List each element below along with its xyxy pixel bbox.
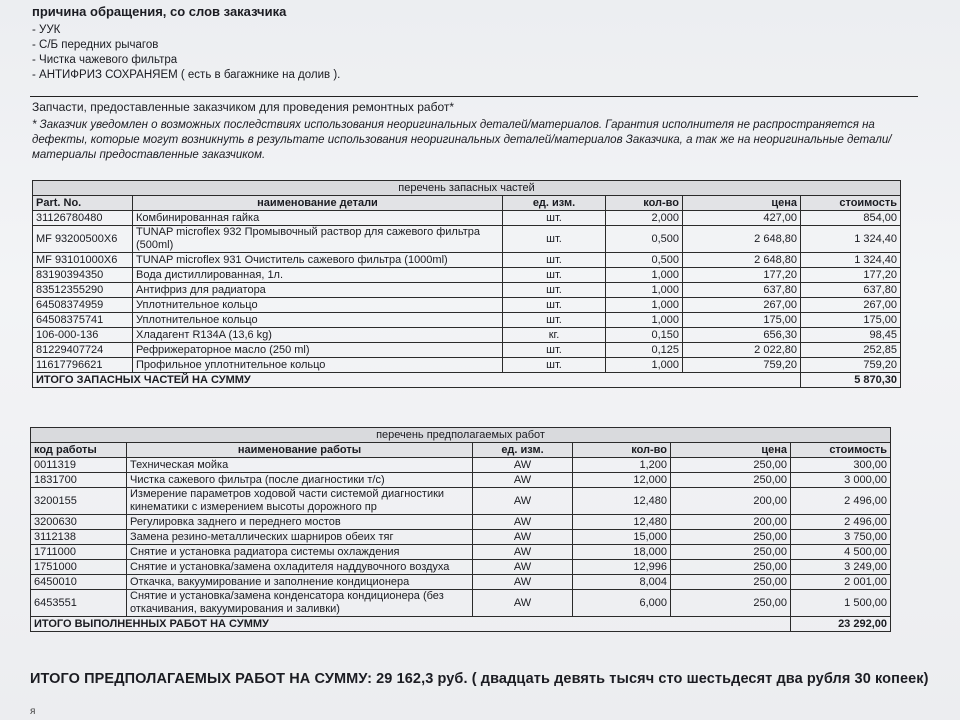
reason-line: - УУК (32, 24, 61, 36)
table-row (31, 488, 891, 515)
table-cell: 177,20 (801, 268, 901, 283)
table-cell: 427,00 (683, 211, 801, 226)
table-cell: AW (473, 575, 573, 590)
table-cell: Снятие и установка радиатора системы охлаждения (127, 545, 473, 560)
customer-parts-heading: Запчасти, предоставленные заказчиком для проведения ремонтных работ* (32, 100, 455, 114)
table-cell: Профильное уплотнительное кольцо (133, 358, 503, 373)
table-cell: 300,00 (791, 458, 891, 473)
table-cell: 250,00 (671, 545, 791, 560)
table-cell: 1751000 (31, 560, 127, 575)
table-cell: 18,000 (573, 545, 671, 560)
table-cell: AW (473, 458, 573, 473)
header-cell: наименование работы (127, 443, 473, 458)
table-cell: 2 648,80 (683, 253, 801, 268)
table-cell: 12,480 (573, 515, 671, 530)
reason-line: - Чистка чажевого фильтра (32, 54, 178, 66)
table-cell: 1831700 (31, 473, 127, 488)
table-cell: Чистка сажевого фильтра (после диагностики т/с) (127, 473, 473, 488)
table-cell: 106-000-136 (33, 328, 133, 343)
table-cell: шт. (503, 298, 606, 313)
table-cell: 250,00 (671, 575, 791, 590)
table-cell: 6,000 (573, 590, 671, 617)
table-cell: Хладагент R134A (13,6 kg) (133, 328, 503, 343)
header-cell: ед. изм. (473, 443, 573, 458)
table-cell: 2 001,00 (791, 575, 891, 590)
header-cell: стоимость (791, 443, 891, 458)
table-cell: 83512355290 (33, 283, 133, 298)
table-row (33, 268, 901, 283)
table-cell: Уплотнительное кольцо (133, 313, 503, 328)
table-cell: 175,00 (801, 313, 901, 328)
table-cell: 1,000 (606, 358, 683, 373)
table-cell: 175,00 (683, 313, 801, 328)
table-cell: Вода дистиллированная, 1л. (133, 268, 503, 283)
table-row (33, 253, 901, 268)
table-cell: Откачка, вакуумирование и заполнение кондиционера (127, 575, 473, 590)
table-cell: 1,000 (606, 283, 683, 298)
table-cell: 2 496,00 (791, 515, 891, 530)
table-row (33, 313, 901, 328)
table-row (33, 211, 901, 226)
table-row (31, 473, 891, 488)
table-cell: 1711000 (31, 545, 127, 560)
header-cell: кол-во (573, 443, 671, 458)
parts-table-caption: перечень запасных частей (33, 181, 901, 196)
header-cell: цена (683, 196, 801, 211)
table-row (33, 328, 901, 343)
parts-total-row (33, 373, 901, 388)
table-cell: MF 93101000X6 (33, 253, 133, 268)
header-cell: наименование детали (133, 196, 503, 211)
table-cell: AW (473, 590, 573, 617)
table-cell: Рефрижераторное масло (250 ml) (133, 343, 503, 358)
table-row (33, 358, 901, 373)
table-cell: 3 000,00 (791, 473, 891, 488)
table-cell: 200,00 (671, 515, 791, 530)
table-cell: AW (473, 560, 573, 575)
table-cell: 267,00 (801, 298, 901, 313)
work-table-header (31, 443, 891, 458)
table-cell: 759,20 (801, 358, 901, 373)
table-cell: 1 324,40 (801, 253, 901, 268)
table-cell: 267,00 (683, 298, 801, 313)
table-cell: 854,00 (801, 211, 901, 226)
table-row (31, 515, 891, 530)
table-cell: 0,500 (606, 226, 683, 253)
table-cell: 1,200 (573, 458, 671, 473)
table-cell: Комбинированная гайка (133, 211, 503, 226)
table-row (31, 575, 891, 590)
table-row (31, 545, 891, 560)
table-cell: 15,000 (573, 530, 671, 545)
table-cell: 3200155 (31, 488, 127, 515)
table-cell: 8,004 (573, 575, 671, 590)
reason-section (32, 4, 912, 83)
parts-table-header (33, 196, 901, 211)
table-cell: 0,500 (606, 253, 683, 268)
table-cell: AW (473, 545, 573, 560)
table-cell: 1,000 (606, 298, 683, 313)
table-cell: 31126780480 (33, 211, 133, 226)
table-cell: 98,45 (801, 328, 901, 343)
table-cell: 250,00 (671, 458, 791, 473)
header-cell: ед. изм. (503, 196, 606, 211)
table-cell: AW (473, 488, 573, 515)
table-cell: 3 750,00 (791, 530, 891, 545)
table-cell: 0,125 (606, 343, 683, 358)
table-cell: 81229407724 (33, 343, 133, 358)
header-cell: стоимость (801, 196, 901, 211)
table-cell: AW (473, 530, 573, 545)
table-cell: шт. (503, 211, 606, 226)
work-table (30, 427, 891, 632)
table-cell: 11617796621 (33, 358, 133, 373)
table-cell: шт. (503, 283, 606, 298)
table-cell: 6450010 (31, 575, 127, 590)
table-row (31, 458, 891, 473)
table-cell: шт. (503, 313, 606, 328)
table-cell: Техническая мойка (127, 458, 473, 473)
work-table-caption: перечень предполагаемых работ (31, 428, 891, 443)
table-cell: AW (473, 473, 573, 488)
table-cell: Замена резино-металлических шарниров обеих тяг (127, 530, 473, 545)
table-cell: Измерение параметров ходовой части системой диагностики кинематики с измерением высоты дорожного пр (127, 488, 473, 515)
table-cell: TUNAP microflex 931 Очиститель сажевого фильтра (1000ml) (133, 253, 503, 268)
table-cell: 637,80 (683, 283, 801, 298)
table-cell: шт. (503, 253, 606, 268)
reason-line: - С/Б передних рычагов (32, 39, 159, 51)
table-cell: 250,00 (671, 530, 791, 545)
table-cell: Уплотнительное кольцо (133, 298, 503, 313)
header-cell: код работы (31, 443, 127, 458)
table-cell: кг. (503, 328, 606, 343)
table-cell: 0011319 (31, 458, 127, 473)
table-cell: 1,000 (606, 313, 683, 328)
parts-total-label: ИТОГО ЗАПАСНЫХ ЧАСТЕЙ НА СУММУ (33, 373, 801, 388)
table-cell: шт. (503, 358, 606, 373)
table-cell: 2,000 (606, 211, 683, 226)
table-cell: 6453551 (31, 590, 127, 617)
table-row (31, 530, 891, 545)
header-cell: Part. No. (33, 196, 133, 211)
table-row (31, 590, 891, 617)
table-cell: 64508375741 (33, 313, 133, 328)
reason-line: - АНТИФРИЗ СОХРАНЯЕМ ( есть в багажнике на долив ). (32, 69, 341, 81)
table-cell: 1 324,40 (801, 226, 901, 253)
table-cell: Снятие и установка/замена конденсатора кондиционера (без откачивания, вакуумирования и заливки) (127, 590, 473, 617)
table-cell: 2 022,80 (683, 343, 801, 358)
work-total-row (31, 617, 891, 632)
table-cell: 64508374959 (33, 298, 133, 313)
table-cell: шт. (503, 268, 606, 283)
table-row (33, 343, 901, 358)
table-cell: 250,00 (671, 473, 791, 488)
table-cell: 12,000 (573, 473, 671, 488)
table-cell: TUNAP microflex 932 Промывочный раствор для сажевого фильтра (500ml) (133, 226, 503, 253)
parts-total-value: 5 870,30 (801, 373, 901, 388)
table-cell: 3112138 (31, 530, 127, 545)
table-row (33, 283, 901, 298)
table-cell: 250,00 (671, 560, 791, 575)
table-row (33, 226, 901, 253)
work-total-label: ИТОГО ВЫПОЛНЕННЫХ РАБОТ НА СУММУ (31, 617, 791, 632)
table-cell: Снятие и установка/замена охладителя наддувочного воздуха (127, 560, 473, 575)
table-cell: 252,85 (801, 343, 901, 358)
customer-parts-note (32, 100, 892, 163)
table-cell: AW (473, 515, 573, 530)
table-cell: 637,80 (801, 283, 901, 298)
table-cell: 2 648,80 (683, 226, 801, 253)
table-cell: 12,996 (573, 560, 671, 575)
table-cell: 83190394350 (33, 268, 133, 283)
reason-title: причина обращения, со слов заказчика (32, 4, 287, 19)
table-cell: 2 496,00 (791, 488, 891, 515)
table-cell: 1 500,00 (791, 590, 891, 617)
header-cell: кол-во (606, 196, 683, 211)
table-cell: шт. (503, 343, 606, 358)
divider (30, 96, 918, 97)
table-cell: 177,20 (683, 268, 801, 283)
table-cell: 200,00 (671, 488, 791, 515)
footer-mark: я (30, 706, 36, 717)
table-row (33, 298, 901, 313)
table-cell: 12,480 (573, 488, 671, 515)
table-cell: 1,000 (606, 268, 683, 283)
table-cell: 250,00 (671, 590, 791, 617)
table-cell: 4 500,00 (791, 545, 891, 560)
table-cell: 3200630 (31, 515, 127, 530)
table-cell: 759,20 (683, 358, 801, 373)
table-cell: MF 93200500X6 (33, 226, 133, 253)
work-total-value: 23 292,00 (791, 617, 891, 632)
table-row (31, 560, 891, 575)
table-cell: шт. (503, 226, 606, 253)
grand-total: ИТОГО ПРЕДПОЛАГАЕМЫХ РАБОТ НА СУММУ: 29 162,3 руб. ( двадцать девять тысяч сто шестьдесят два рубля 30 копеек) (30, 671, 929, 687)
table-cell: Антифриз для радиатора (133, 283, 503, 298)
disclaimer-text: * Заказчик уведомлен о возможных последствиях использования неоригинальных деталей/материалов. Гарантия исполнителя не распространяется на дефекты, которые могут возникнуть в результате использования неоригинальных деталей/материалов Заказчика, а так же на неоригинальные детали/материалы предоставленные заказчиком. (32, 119, 892, 161)
table-cell: Регулировка заднего и переднего мостов (127, 515, 473, 530)
header-cell: цена (671, 443, 791, 458)
parts-table (32, 180, 901, 388)
table-cell: 656,30 (683, 328, 801, 343)
table-cell: 3 249,00 (791, 560, 891, 575)
table-cell: 0,150 (606, 328, 683, 343)
